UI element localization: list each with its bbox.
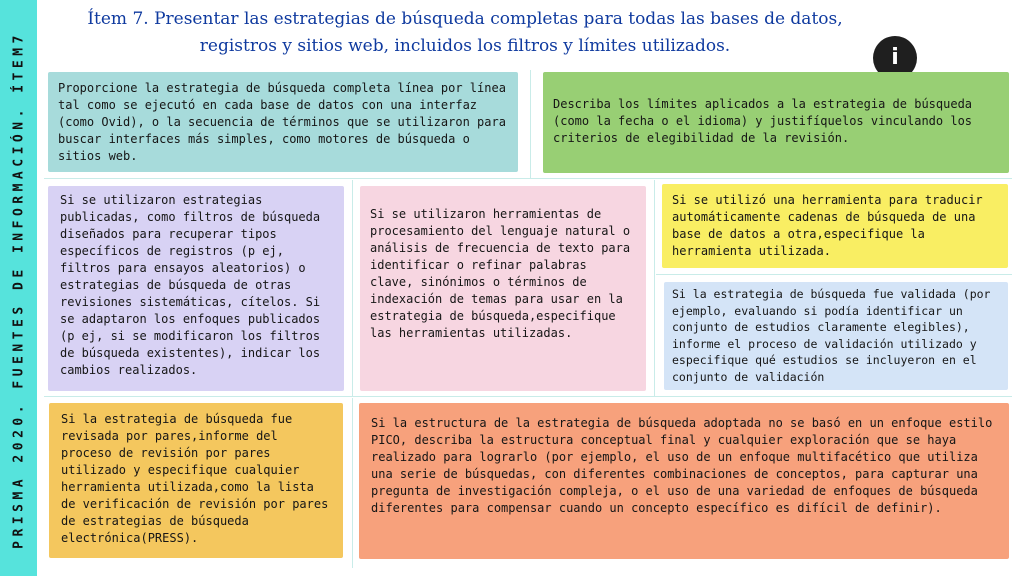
page-title [60,6,870,60]
box-text: Si se utilizó una herramienta para traducir automáticamente cadenas de búsqueda de una base de datos a otra,especifique la herramienta utilizada. [672,193,990,258]
box-text: Si la estrategia de búsqueda fue validada (por ejemplo, evaluando si podía identificar un conjunto de estudios claramente elegibles), informe el proceso de validación utilizado y especifique qué estudios se incluyeron en el conjunto de validación [672,287,998,384]
separator [352,180,353,396]
box-text: Proporcione la estrategia de búsqueda completa línea por línea tal como se ejecutó en cada base de datos con una interfaz (como Ovid), o la secuencia de términos que se utilizaron para buscar interfaces más simples, como motores de búsqueda o sitios web. [58,81,514,163]
separator [352,398,353,568]
box-strategy-line-by-line [48,72,518,172]
box-published-strategies [48,186,344,391]
box-text: Si la estrategia de búsqueda fue revisada por pares,informe del proceso de revisión por pares utilizado y especifique cualquier herramienta utilizada,como la lista de verificación de revisión por pares de estrategias de búsqueda electrónica(PRESS). [61,412,336,545]
sidebar [0,0,37,576]
box-limits [543,72,1009,173]
box-validation [664,282,1008,390]
box-nlp-tools [360,186,646,391]
separator [44,396,1012,397]
separator [530,70,531,178]
box-translation-tool [662,184,1008,268]
box-peer-review [49,403,343,558]
separator [654,180,655,396]
box-text: Si se utilizaron estrategias publicadas, como filtros de búsqueda diseñados para recuperar tipos específicos de registros (p ej, filtros para ensayos aleatorios) o estrategias de búsqueda de otras revisiones sistemáticas, cítelos. Si se adaptaron los enfoques publicados (p ej, si se modificaron los filtros de búsqueda existentes), indicar los cambios realizados. [60,193,328,377]
box-pico-structure [359,403,1009,559]
separator [656,274,1012,275]
box-text: Si se utilizaron herramientas de procesamiento del lenguaje natural o análisis de frecuencia de texto para identificar o refinar palabras clave, sinónimos o términos de indexación de temas para usar en la estrategia de búsqueda,especifique las herramientas utilizadas. [370,207,638,340]
title-line-2: registros y sitios web, incluidos los filtros y límites utilizados. [199,36,731,56]
title-line-1: Ítem 7. Presentar las estrategias de búsqueda completas para todas las bases de datos, [87,9,843,29]
info-button[interactable]: i [873,36,917,80]
box-text: Si la estructura de la estrategia de búsqueda adoptada no se basó en un enfoque estilo PICO, describa la estructura conceptual final y cualquier exploración que se haya realizado para lograrlo (por ejemplo, el uso de un enfoque multifacético que utiliza una serie de búsquedas, con diferentes combinaciones de conceptos, para capturar una pregunta de investigación compleja, o el uso de una variedad de enfoques de búsqueda diferentes para compensar cuando un concepto específico es difícil de definir). [371,416,1000,515]
separator [44,178,1012,179]
sidebar-label: PRISMA 2020. FUENTES DE INFORMACIÓN. ÍTEM7 [11,31,27,549]
box-text: Describa los límites aplicados a la estrategia de búsqueda (como la fecha o el idioma) y justifíquelos vinculando los criterios de elegibilidad de la revisión. [553,97,980,145]
